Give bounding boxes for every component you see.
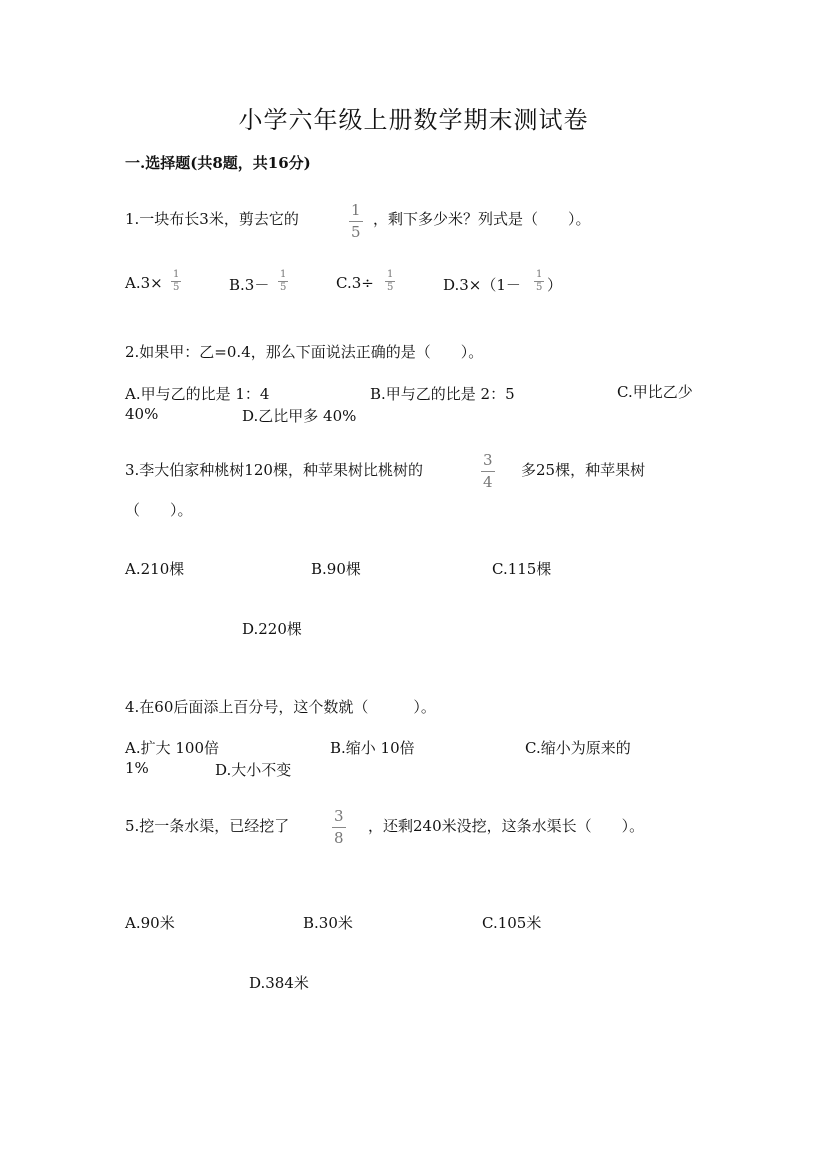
question-3-option-a: A.210棵 [125, 560, 185, 578]
fraction-bar [481, 471, 495, 472]
question-3-option-c: C.115棵 [492, 560, 552, 578]
question-4-option-c: C.缩小为原来的 [525, 739, 631, 757]
question-1-fraction [349, 203, 363, 240]
question-4-option-d: D.大小不变 [215, 761, 292, 779]
option-text: A.3× [125, 274, 163, 292]
question-5-option-b: B.30米 [303, 914, 353, 932]
question-3-stem-after: 多25棵，种苹果树 [521, 461, 646, 479]
fraction-denominator: 5 [351, 223, 361, 241]
fraction-numerator: 1 [351, 201, 361, 219]
question-4-option-b: B.缩小 10倍 [330, 739, 415, 757]
question-4-option-c-continued: 1% [125, 759, 149, 777]
question-4-stem: 4.在60后面添上百分号，这个数就（ ）。 [125, 698, 436, 716]
option-d-fraction [534, 270, 544, 293]
question-3-option-d: D.220棵 [242, 620, 302, 638]
fraction-denominator: 5 [173, 282, 180, 293]
question-1-stem-before: 1.一块布长3米，剪去它的 [125, 210, 299, 228]
question-3-option-b: B.90棵 [311, 560, 361, 578]
fraction-numerator: 1 [536, 269, 543, 280]
fraction-bar [332, 827, 346, 828]
fraction-denominator: 8 [334, 829, 344, 847]
page-title: 小学六年级上册数学期末测试卷 [238, 106, 589, 134]
question-4-option-a: A.扩大 100倍 [125, 739, 219, 757]
question-2-option-b: B.甲与乙的比是 2：5 [370, 385, 515, 403]
option-c-fraction [385, 270, 395, 293]
question-5-fraction [332, 809, 346, 846]
fraction-denominator: 4 [483, 473, 493, 491]
option-text: C.3÷ [336, 274, 374, 292]
question-3-fraction [481, 453, 495, 490]
question-1-option-b [229, 274, 269, 295]
option-text: B.3－ [229, 276, 270, 294]
fraction-denominator: 5 [280, 282, 287, 293]
question-5-option-a: A.90米 [125, 914, 175, 932]
fraction-bar [349, 221, 363, 222]
question-2-option-a: A.甲与乙的比是 1：4 [125, 385, 270, 403]
fraction-numerator: 1 [173, 269, 180, 280]
option-b-fraction [278, 270, 288, 293]
fraction-numerator: 1 [387, 269, 394, 280]
option-a-fraction [171, 270, 181, 293]
fraction-denominator: 5 [387, 282, 394, 293]
question-1-option-c [336, 274, 374, 292]
question-2-option-c-continued: 40% [125, 405, 159, 423]
question-2-option-d: D.乙比甲多 40% [242, 407, 357, 425]
option-d-suffix: ） [547, 276, 563, 294]
question-1-option-d [443, 274, 521, 295]
fraction-numerator: 3 [483, 451, 493, 469]
question-5-stem-after: ，还剩240米没挖，这条水渠长（ ）。 [368, 817, 645, 835]
option-text: D.3×（1－ [443, 276, 521, 294]
question-2-stem: 2.如果甲：乙=0.4，那么下面说法正确的是（ ）。 [125, 343, 484, 361]
question-5-option-c: C.105米 [482, 914, 542, 932]
fraction-numerator: 3 [334, 807, 344, 825]
question-1-option-a [125, 274, 163, 292]
fraction-denominator: 5 [536, 282, 543, 293]
question-3-stem-before: 3.李大伯家种桃树120棵，种苹果树比桃树的 [125, 461, 423, 479]
section-heading: 一.选择题(共8题，共16分) [125, 154, 311, 172]
question-5-stem-before: 5.挖一条水渠，已经挖了 [125, 817, 290, 835]
question-1-stem-after: ，剩下多少米？列式是（ ）。 [373, 210, 591, 228]
question-5-option-d: D.384米 [249, 974, 309, 992]
fraction-numerator: 1 [280, 269, 287, 280]
question-2-option-c: C.甲比乙少 [617, 383, 693, 401]
question-3-stem-line2: （ ）。 [125, 501, 193, 519]
